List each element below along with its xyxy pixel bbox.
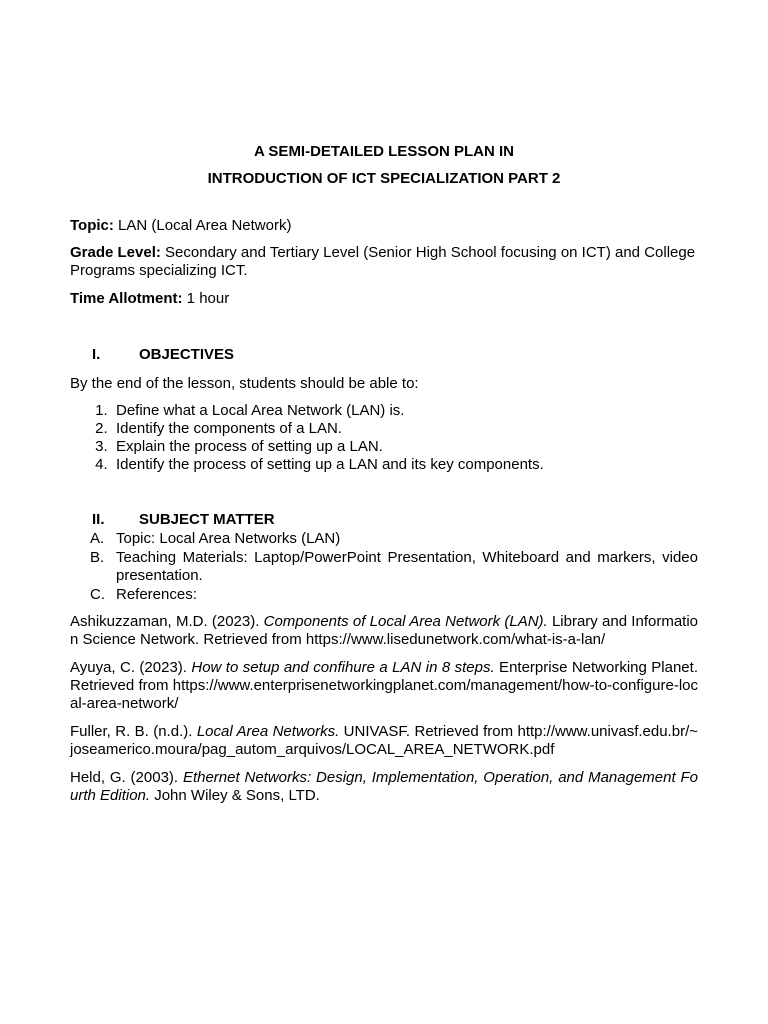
subject-matter-list — [70, 530, 698, 604]
list-marker: C. — [90, 586, 105, 603]
list-item — [70, 530, 698, 548]
reference-author: Ayuya, C. (2023). — [70, 659, 192, 676]
list-marker: 3. — [95, 438, 108, 455]
reference-title: How to setup and confihure a LAN in 8 steps. — [191, 659, 495, 676]
list-marker: 1. — [95, 402, 108, 419]
objectives-heading — [92, 346, 698, 364]
time-allotment-info — [70, 290, 698, 308]
list-item — [70, 438, 698, 456]
reference-author: Fuller, R. B. (n.d.). — [70, 723, 197, 740]
list-item-text: Define what a Local Area Network (LAN) is. — [116, 402, 405, 419]
reference-author: Held, G. (2003). — [70, 769, 183, 786]
reference-title: Ethernet Networks: Design, Implementation, Operation, and Management Fourth Edition. — [70, 769, 698, 804]
list-item — [70, 586, 698, 604]
list-item — [70, 549, 698, 585]
objectives-heading-text: OBJECTIVES — [139, 346, 235, 363]
list-marker: 2. — [95, 420, 108, 437]
list-marker: A. — [90, 530, 105, 547]
list-marker: B. — [90, 549, 105, 566]
reference-details: Library and Information Science Network. Retrieved from https://www.lisedunetwork.com/what-is-a-lan/ — [70, 613, 699, 648]
subject-matter-heading-text: SUBJECT MATTER — [139, 511, 275, 528]
reference-entry — [70, 769, 698, 805]
document-title-line-1: A SEMI-DETAILED LESSON PLAN IN — [253, 143, 514, 160]
grade-level-value: Secondary and Tertiary Level (Senior High School focusing on ICT) and College Programs specializing ICT. — [70, 244, 696, 279]
reference-details: Enterprise Networking Planet. Retrieved from https://www.enterprisenetworkingplanet.com/management/how-to-configure-local-area-network/ — [70, 659, 698, 712]
list-item-text: Teaching Materials: Laptop/PowerPoint Presentation, Whiteboard and markers, video presentation. — [116, 549, 698, 584]
reference-details: UNIVASF. Retrieved from http://www.univasf.edu.br/~joseamerico.moura/pag_autom_arquivos/LOCAL_AREA_NETWORK.pdf — [70, 723, 698, 758]
objectives-list — [70, 402, 698, 474]
list-marker: 4. — [95, 456, 108, 473]
list-item-text: Topic: Local Area Networks (LAN) — [116, 530, 341, 547]
subject-matter-heading — [92, 511, 698, 529]
objectives-number: I. — [92, 346, 101, 363]
list-item — [70, 402, 698, 420]
reference-title: Local Area Networks. — [196, 723, 340, 740]
list-item-text: Explain the process of setting up a LAN. — [116, 438, 383, 455]
time-allotment-label: Time Allotment: — [70, 290, 183, 307]
list-item-text: Identify the components of a LAN. — [116, 420, 342, 437]
objectives-intro: By the end of the lesson, students should be able to: — [70, 375, 419, 392]
reference-entry — [70, 659, 698, 713]
topic-value: LAN (Local Area Network) — [113, 217, 292, 234]
list-item-text: References: — [116, 586, 197, 603]
subject-matter-number: II. — [92, 511, 105, 528]
topic-label: Topic: — [70, 217, 114, 234]
reference-title: Components of Local Area Network (LAN). — [263, 613, 548, 630]
document-content — [70, 143, 698, 805]
reference-entry — [70, 723, 698, 759]
topic-info — [70, 217, 698, 235]
list-item — [70, 456, 698, 474]
grade-level-label: Grade Level: — [70, 244, 161, 261]
list-item — [70, 420, 698, 438]
document-title-line-2: INTRODUCTION OF ICT SPECIALIZATION PART 2 — [207, 170, 561, 187]
grade-level-info — [70, 244, 698, 280]
reference-details: John Wiley & Sons, LTD. — [150, 787, 320, 804]
time-allotment-value: 1 hour — [182, 290, 230, 307]
list-item-text: Identify the process of setting up a LAN and its key components. — [116, 456, 544, 473]
reference-entry — [70, 613, 698, 649]
reference-author: Ashikuzzaman, M.D. (2023). — [70, 613, 264, 630]
